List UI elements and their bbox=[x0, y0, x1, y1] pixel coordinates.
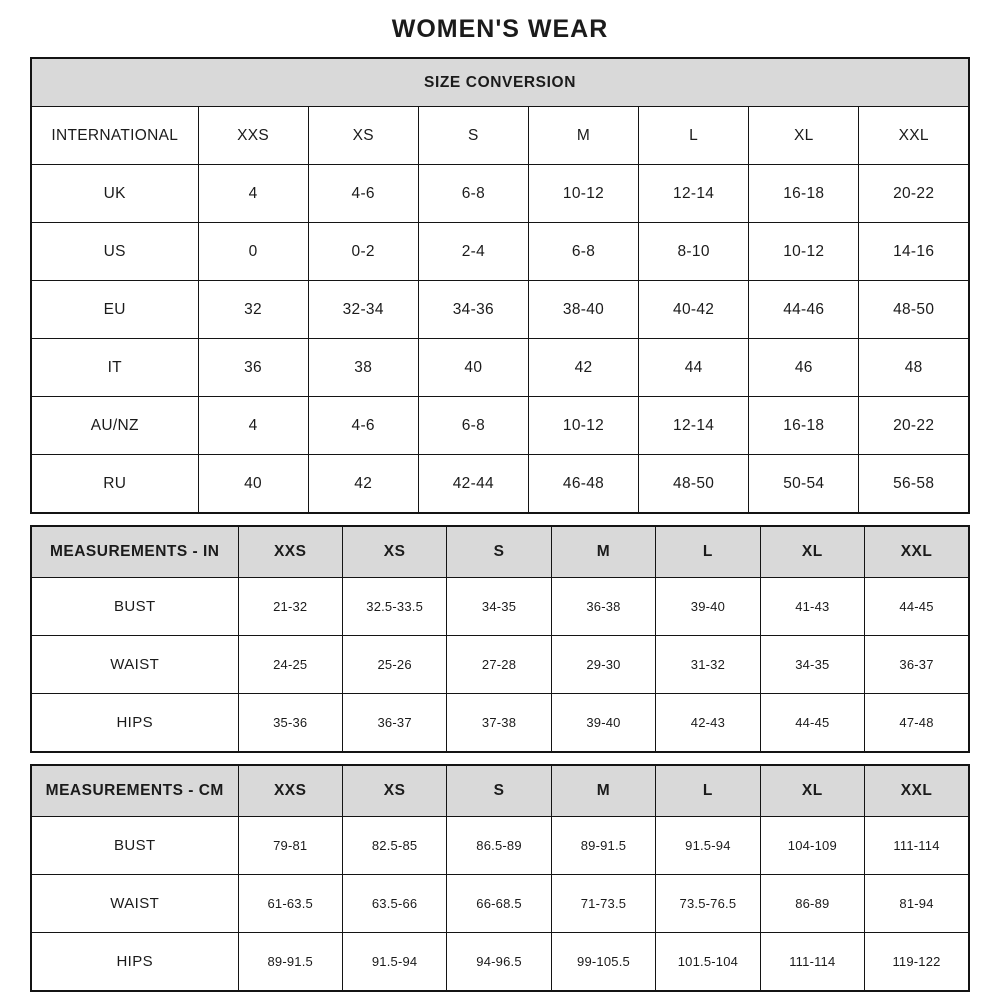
size-column-header: M bbox=[551, 526, 655, 578]
region-column-header: INTERNATIONAL bbox=[31, 107, 198, 165]
measurement-value-cell: 32.5-33.5 bbox=[342, 578, 446, 636]
measurement-label: BUST bbox=[31, 578, 238, 636]
measurement-value-cell: 44-45 bbox=[760, 694, 864, 753]
measurement-value-cell: 36-38 bbox=[551, 578, 655, 636]
measurements-header-row bbox=[31, 765, 969, 817]
size-value-cell: 44 bbox=[639, 339, 749, 397]
measurement-value-cell: 63.5-66 bbox=[342, 875, 446, 933]
measurements-header-row bbox=[31, 526, 969, 578]
size-column-header: XXL bbox=[865, 765, 969, 817]
size-value-cell: 44-46 bbox=[749, 281, 859, 339]
size-column-header: XL bbox=[760, 526, 864, 578]
measurement-value-cell: 89-91.5 bbox=[551, 817, 655, 875]
measurement-value-cell: 34-35 bbox=[447, 578, 551, 636]
size-value-cell: 0 bbox=[198, 223, 308, 281]
measurement-label: HIPS bbox=[31, 694, 238, 753]
measurement-label: WAIST bbox=[31, 636, 238, 694]
size-value-cell: 48-50 bbox=[859, 281, 969, 339]
size-value-cell: 2-4 bbox=[418, 223, 528, 281]
measurement-value-cell: 81-94 bbox=[865, 875, 969, 933]
measurement-value-cell: 73.5-76.5 bbox=[656, 875, 760, 933]
table-row bbox=[31, 281, 969, 339]
size-conversion-body bbox=[31, 107, 969, 514]
measurement-value-cell: 66-68.5 bbox=[447, 875, 551, 933]
region-label: AU/NZ bbox=[31, 397, 198, 455]
size-value-cell: 56-58 bbox=[859, 455, 969, 514]
size-value-cell: 10-12 bbox=[528, 397, 638, 455]
measurements-title: MEASUREMENTS - CM bbox=[31, 765, 238, 817]
size-value-cell: 32 bbox=[198, 281, 308, 339]
size-column-header: XL bbox=[749, 107, 859, 165]
measurement-value-cell: 44-45 bbox=[865, 578, 969, 636]
size-column-header: XXL bbox=[859, 107, 969, 165]
measurement-value-cell: 41-43 bbox=[760, 578, 864, 636]
table-row bbox=[31, 339, 969, 397]
measurement-label: HIPS bbox=[31, 933, 238, 992]
size-column-header: XXL bbox=[865, 526, 969, 578]
size-value-cell: 4-6 bbox=[308, 165, 418, 223]
size-value-cell: 34-36 bbox=[418, 281, 528, 339]
measurement-value-cell: 111-114 bbox=[760, 933, 864, 992]
size-value-cell: 4-6 bbox=[308, 397, 418, 455]
region-label: IT bbox=[31, 339, 198, 397]
size-value-cell: 16-18 bbox=[749, 165, 859, 223]
size-conversion-table bbox=[30, 57, 970, 514]
measurement-value-cell: 27-28 bbox=[447, 636, 551, 694]
size-value-cell: 40 bbox=[418, 339, 528, 397]
measurement-label: WAIST bbox=[31, 875, 238, 933]
size-column-header: XXS bbox=[238, 765, 342, 817]
measurements-in-body bbox=[31, 526, 969, 752]
measurement-value-cell: 61-63.5 bbox=[238, 875, 342, 933]
measurement-value-cell: 91.5-94 bbox=[342, 933, 446, 992]
measurement-value-cell: 24-25 bbox=[238, 636, 342, 694]
column-header-row bbox=[31, 107, 969, 165]
measurement-value-cell: 25-26 bbox=[342, 636, 446, 694]
measurement-value-cell: 31-32 bbox=[656, 636, 760, 694]
measurement-value-cell: 47-48 bbox=[865, 694, 969, 753]
size-value-cell: 42-44 bbox=[418, 455, 528, 514]
page-title: WOMEN'S WEAR bbox=[391, 15, 609, 43]
table-row bbox=[31, 223, 969, 281]
size-conversion-title: SIZE CONVERSION bbox=[31, 58, 969, 107]
table-row bbox=[31, 397, 969, 455]
measurements-cm-table bbox=[30, 764, 970, 992]
measurement-value-cell: 119-122 bbox=[865, 933, 969, 992]
size-column-header: XS bbox=[342, 526, 446, 578]
size-column-header: S bbox=[447, 526, 551, 578]
size-value-cell: 6-8 bbox=[528, 223, 638, 281]
size-value-cell: 42 bbox=[528, 339, 638, 397]
size-value-cell: 4 bbox=[198, 397, 308, 455]
size-value-cell: 12-14 bbox=[639, 165, 749, 223]
measurement-value-cell: 39-40 bbox=[656, 578, 760, 636]
size-value-cell: 36 bbox=[198, 339, 308, 397]
size-column-header: XL bbox=[760, 765, 864, 817]
measurement-value-cell: 29-30 bbox=[551, 636, 655, 694]
measurement-value-cell: 37-38 bbox=[447, 694, 551, 753]
measurement-value-cell: 86.5-89 bbox=[447, 817, 551, 875]
size-column-header: S bbox=[418, 107, 528, 165]
size-value-cell: 38 bbox=[308, 339, 418, 397]
table-row bbox=[31, 636, 969, 694]
measurements-cm-body bbox=[31, 765, 969, 991]
table-row bbox=[31, 933, 969, 992]
measurement-value-cell: 82.5-85 bbox=[342, 817, 446, 875]
size-value-cell: 16-18 bbox=[749, 397, 859, 455]
size-value-cell: 10-12 bbox=[749, 223, 859, 281]
measurement-label: BUST bbox=[31, 817, 238, 875]
size-column-header: L bbox=[656, 526, 760, 578]
table-row bbox=[31, 455, 969, 514]
size-value-cell: 10-12 bbox=[528, 165, 638, 223]
region-label: EU bbox=[31, 281, 198, 339]
size-column-header: M bbox=[528, 107, 638, 165]
measurement-value-cell: 99-105.5 bbox=[551, 933, 655, 992]
size-value-cell: 8-10 bbox=[639, 223, 749, 281]
size-column-header: XXS bbox=[198, 107, 308, 165]
size-value-cell: 48-50 bbox=[639, 455, 749, 514]
size-value-cell: 0-2 bbox=[308, 223, 418, 281]
table-row bbox=[31, 875, 969, 933]
size-value-cell: 40-42 bbox=[639, 281, 749, 339]
size-value-cell: 20-22 bbox=[859, 397, 969, 455]
table-row bbox=[31, 165, 969, 223]
measurement-value-cell: 91.5-94 bbox=[656, 817, 760, 875]
region-label: US bbox=[31, 223, 198, 281]
size-value-cell: 6-8 bbox=[418, 397, 528, 455]
measurement-value-cell: 39-40 bbox=[551, 694, 655, 753]
size-value-cell: 50-54 bbox=[749, 455, 859, 514]
size-column-header: L bbox=[656, 765, 760, 817]
measurement-value-cell: 89-91.5 bbox=[238, 933, 342, 992]
region-label: UK bbox=[31, 165, 198, 223]
measurements-in-table bbox=[30, 525, 970, 753]
size-column-header: S bbox=[447, 765, 551, 817]
measurement-value-cell: 36-37 bbox=[865, 636, 969, 694]
size-value-cell: 6-8 bbox=[418, 165, 528, 223]
size-conversion-header-row bbox=[31, 58, 969, 107]
measurements-title: MEASUREMENTS - IN bbox=[31, 526, 238, 578]
size-column-header: XXS bbox=[238, 526, 342, 578]
measurement-value-cell: 42-43 bbox=[656, 694, 760, 753]
table-row bbox=[31, 578, 969, 636]
size-value-cell: 32-34 bbox=[308, 281, 418, 339]
size-value-cell: 48 bbox=[859, 339, 969, 397]
measurement-value-cell: 21-32 bbox=[238, 578, 342, 636]
size-value-cell: 46 bbox=[749, 339, 859, 397]
measurement-value-cell: 35-36 bbox=[238, 694, 342, 753]
measurement-value-cell: 79-81 bbox=[238, 817, 342, 875]
size-value-cell: 14-16 bbox=[859, 223, 969, 281]
size-column-header: XS bbox=[308, 107, 418, 165]
size-value-cell: 4 bbox=[198, 165, 308, 223]
measurement-value-cell: 94-96.5 bbox=[447, 933, 551, 992]
table-row bbox=[31, 817, 969, 875]
table-row bbox=[31, 694, 969, 753]
measurement-value-cell: 71-73.5 bbox=[551, 875, 655, 933]
measurement-value-cell: 34-35 bbox=[760, 636, 864, 694]
size-column-header: M bbox=[551, 765, 655, 817]
measurement-value-cell: 101.5-104 bbox=[656, 933, 760, 992]
size-value-cell: 38-40 bbox=[528, 281, 638, 339]
size-value-cell: 20-22 bbox=[859, 165, 969, 223]
measurement-value-cell: 36-37 bbox=[342, 694, 446, 753]
measurement-value-cell: 104-109 bbox=[760, 817, 864, 875]
size-value-cell: 12-14 bbox=[639, 397, 749, 455]
measurement-value-cell: 86-89 bbox=[760, 875, 864, 933]
size-column-header: XS bbox=[342, 765, 446, 817]
size-value-cell: 46-48 bbox=[528, 455, 638, 514]
size-column-header: L bbox=[639, 107, 749, 165]
measurement-value-cell: 111-114 bbox=[865, 817, 969, 875]
size-value-cell: 42 bbox=[308, 455, 418, 514]
region-label: RU bbox=[31, 455, 198, 514]
size-value-cell: 40 bbox=[198, 455, 308, 514]
